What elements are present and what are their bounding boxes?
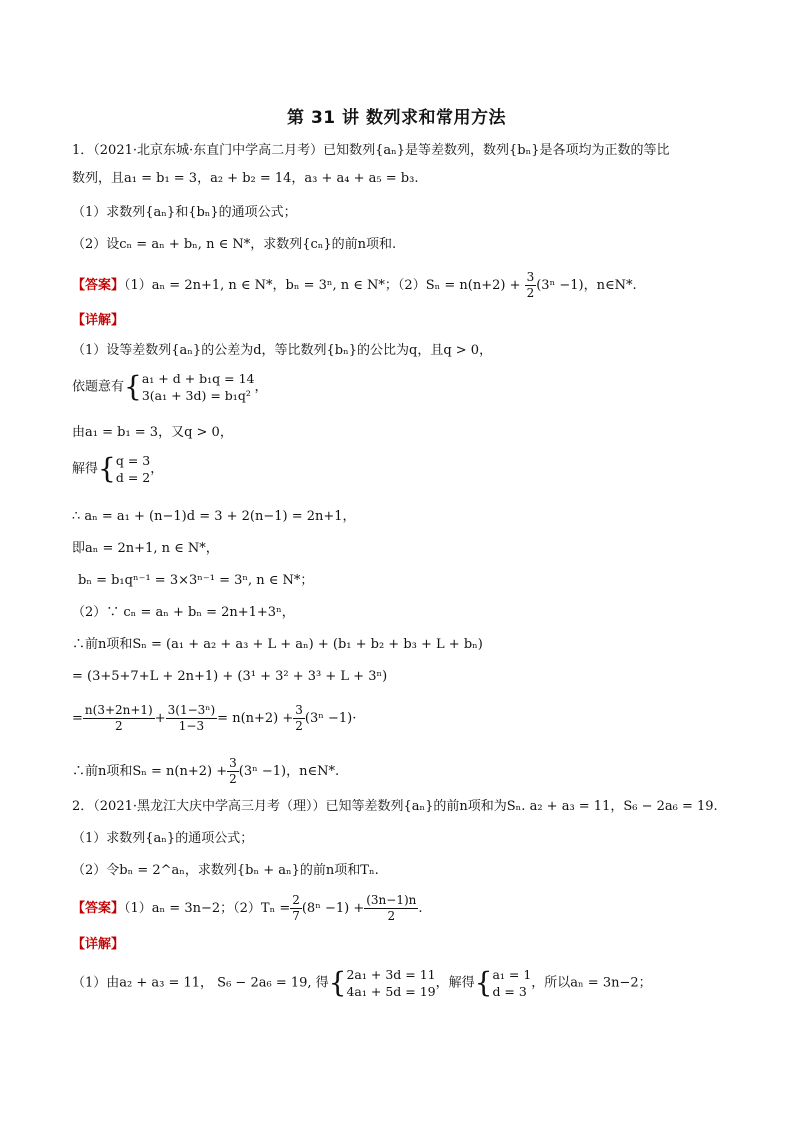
problem-1-part-1: （1）求数列{aₙ}和{bₙ}的通项公式；: [72, 205, 297, 220]
detail-1-system-1: 依题意有{ a₁ + d + b₁q = 14 3(a₁ + 3d) = b₁q² ，: [72, 370, 268, 403]
detail-1-line-11: = $\frac{n(3+2n+1)}{2}$ + $\frac{\text{3(1−3ⁿ)}}{1-3}$ = n(n+2) + $\frac{3}{2}$ (3ⁿ −1)·: [72, 703, 357, 733]
detail-2-line-1: （1）由a₂ + a₃ = 11， S₆ − 2a₆ = 19, 得{ 2a₁ + 3d = 11 4a₁ + 5d = 19 ，解得{ a₁ = 1 d = 3 ，所以aₙ = 3n−2；: [72, 966, 652, 999]
problem-2-statement: 2．（2021·黑龙江大庆中学高三月考（理））已知等差数列{aₙ}的前n项和为Sₙ. a₂ + a₃ = 11，S₆ − 2a₆ = 19.: [72, 799, 718, 814]
problem-1-part-2: （2）设cₙ = aₙ + bₙ, n ∈ N*，求数列{cₙ}的前n项和.: [72, 237, 397, 252]
problem-1-statement-line-2: 数列，且a₁ = b₁ = 3，a₂ + b₂ = 14，a₃ + a₄ + a₅ = b₃.: [72, 171, 419, 186]
detail-1-line-12: ∴前n项和Sₙ = n(n+2) + $\frac{3}{2}$ (3ⁿ −1)，n∈N*.: [72, 756, 340, 786]
detail-label-2: 【详解】: [72, 937, 125, 952]
detail-1-line-3: 由a₁ = b₁ = 3，又q > 0，: [72, 425, 233, 440]
page-title: 第 31 讲 数列求和常用方法: [287, 108, 506, 128]
detail-1-line-7: bₙ = b₁qⁿ⁻¹ = 3×3ⁿ⁻¹ = 3ⁿ, n ∈ N*；: [78, 573, 314, 588]
detail-1-line-8: （2）∵ cₙ = aₙ + bₙ = 2n+1+3ⁿ，: [72, 605, 295, 620]
problem-1-statement-line-1: 1．（2021·北京东城·东直门中学高二月考）已知数列{aₙ}是等差数列，数列{bₙ}是各项均为正数的等比: [72, 143, 670, 158]
detail-1-line-6: 即aₙ = 2n+1, n ∈ N*，: [72, 541, 219, 556]
detail-1-system-2: 解得{ q = 3 d = 2 ，: [72, 452, 164, 485]
detail-label-1: 【详解】: [72, 313, 125, 328]
problem-2-part-1: （1）求数列{aₙ}的通项公式；: [72, 831, 254, 846]
answer-1-tail: (3ⁿ −1)，n∈N*.: [536, 278, 637, 293]
answer-1: [72, 270, 637, 301]
detail-1-line-1: （1）设等差数列{aₙ}的公差为d，等比数列{bₙ}的公比为q，且q > 0，: [72, 343, 493, 358]
detail-1-line-9: ∴前n项和Sₙ = (a₁ + a₂ + a₃ + L + aₙ) + (b₁ + b₂ + b₃ + L + bₙ): [72, 637, 483, 652]
answer-1-text: （1）aₙ = 2n+1, n ∈ N*，bₙ = 3ⁿ, n ∈ N*；（2）Sₙ = n(n+2) +: [124, 278, 525, 293]
answer-2: 【答案】（1）aₙ = 3n−2；（2）Tₙ = $\frac{2}{7}$ (8ⁿ −1) + $\frac{(3n-1)n}{2}$ .: [72, 893, 423, 923]
detail-1-line-5: ∴ aₙ = a₁ + (n−1)d = 3 + 2(n−1) = 2n+1，: [72, 509, 356, 524]
fraction-three-halves: $\frac{3}{2}$: [526, 270, 535, 300]
detail-1-line-10: = (3+5+7+L + 2n+1) + (3¹ + 3² + 3³ + L + 3ⁿ): [72, 669, 388, 684]
answer-label: 【答案】: [72, 278, 125, 293]
problem-2-part-2: （2）令bₙ = 2^aₙ，求数列{bₙ + aₙ}的前n项和Tₙ.: [72, 863, 379, 878]
